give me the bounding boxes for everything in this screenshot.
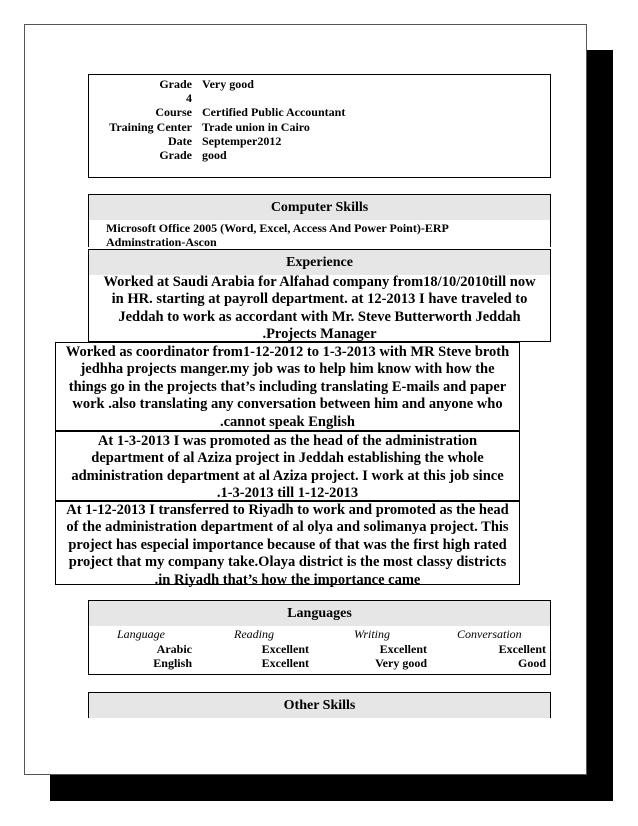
experience-line: At 1-3-2013 I was promoted as the head of the administration	[97, 433, 478, 449]
conversation-level: Excellent	[498, 642, 546, 656]
reading-column-header: Reading	[234, 627, 274, 641]
experience-line: .cannot speak English	[220, 413, 355, 430]
education-key: Grade	[159, 77, 192, 91]
experience-paragraph	[57, 344, 518, 431]
experience-line: project has especial importance because of that was the first high rated	[68, 536, 507, 553]
experience-line: project that my company take.Olaya district is the most classy districts	[68, 554, 507, 571]
education-value: Certified Public Accountant	[202, 105, 346, 119]
education-key: 4	[186, 91, 192, 105]
education-key: Course	[155, 105, 192, 119]
conversation-level: Good	[517, 656, 546, 670]
experience-paragraph	[92, 274, 547, 344]
language-name: Arabic	[156, 642, 192, 656]
experience-line: administration department at al Aziza project. I work at this job since	[71, 467, 504, 484]
computer-skills-line: Microsoft Office 2005 (Word, Excel, Access And Power Point)-ERP	[106, 221, 449, 235]
language-name: English	[153, 656, 192, 670]
experience-heading: Experience	[89, 250, 550, 275]
experience-line: of the administration department of al olya and solimanya project. This	[66, 519, 509, 536]
experience-paragraph	[57, 502, 518, 589]
other-skills-heading: Other Skills	[89, 693, 550, 718]
education-key: Date	[168, 134, 192, 148]
experience-line: in HR. starting at payroll department. at 12-2013 I have traveled to	[111, 291, 528, 308]
education-value: Very good	[202, 77, 254, 91]
writing-level: Excellent	[379, 642, 427, 656]
experience-line: work .also translating any conversation between him and anyone who	[72, 396, 503, 413]
computer-skills-section	[88, 194, 551, 247]
languages-section	[88, 600, 551, 675]
experience-line: Worked at Saudi Arabia for Alfahad company from18/10/2010till now	[103, 274, 536, 290]
languages-header-row	[89, 627, 552, 641]
computer-skills-line: Adminstration-Ascon	[106, 235, 217, 249]
experience-line: department of al Aziza project in Jeddah establishing the whole	[91, 450, 484, 467]
education-value: Trade union in Cairo	[202, 120, 310, 134]
experience-line: .in Riyadh that’s how the importance came	[154, 571, 421, 588]
language-column-header: Language	[117, 627, 165, 641]
education-key: Training Center	[109, 120, 192, 134]
education-value: Septemper2012	[202, 134, 282, 148]
experience-line: .Projects Manager	[262, 326, 377, 343]
education-value: good	[202, 148, 227, 162]
reading-level: Excellent	[261, 642, 309, 656]
conversation-column-header: Conversation	[457, 627, 522, 641]
other-skills-section	[88, 692, 551, 718]
education-key: Grade	[159, 148, 192, 162]
writing-column-header: Writing	[354, 627, 391, 641]
experience-line: .1-3-2013 till 1-12-2013	[216, 485, 359, 502]
reading-level: Excellent	[261, 656, 309, 670]
computer-skills-heading: Computer Skills	[89, 195, 550, 220]
experience-line: Worked as coordinator from1-12-2012 to 1-3-2013 with MR Steve broth	[65, 344, 510, 360]
language-row	[89, 642, 552, 656]
language-row	[89, 656, 552, 670]
experience-line: things go in the projects that’s including translating E-mails and paper	[68, 378, 507, 395]
education-list	[88, 0, 551, 180]
experience-line: At 1-12-2013 I transferred to Riyadh to work and promoted as the head	[66, 502, 509, 518]
writing-level: Very good	[375, 656, 427, 670]
languages-heading: Languages	[89, 601, 550, 626]
experience-paragraph	[57, 433, 518, 503]
experience-line: jedhha projects manger.my job was to help him know with how the	[80, 361, 495, 378]
experience-line: Jeddah to work as accordant with Mr. Steve Butterworth Jeddah	[118, 308, 521, 325]
